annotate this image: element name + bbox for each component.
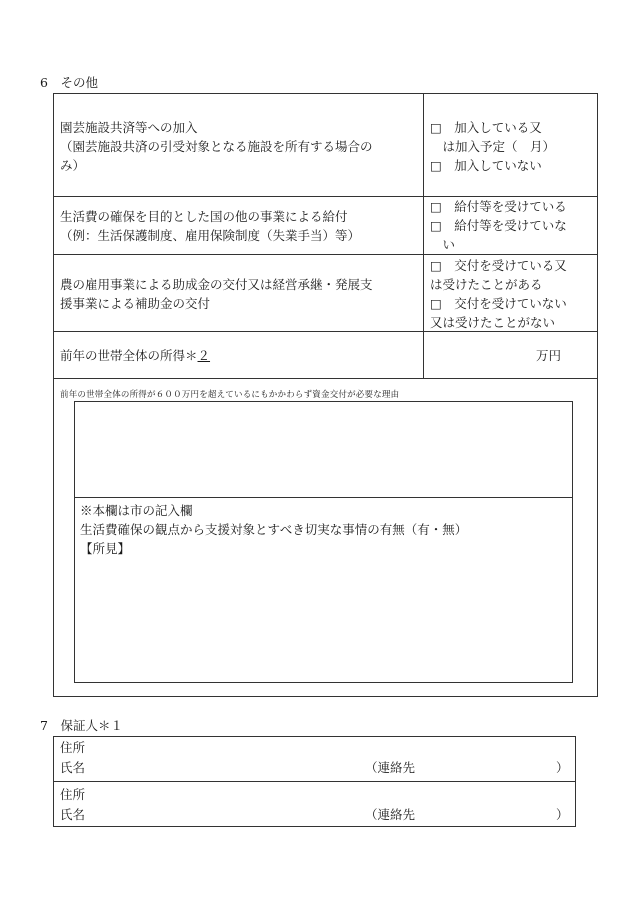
table-border-bottom — [53, 696, 598, 697]
row1-label — [60, 118, 420, 175]
row-divider-4 — [53, 378, 598, 379]
table-col-divider — [423, 93, 424, 379]
section7-title: 7 保証人＊１ — [40, 718, 123, 733]
row2-label-line: 生活費の確保を目的とした国の他の事業による給付 — [60, 209, 348, 224]
table-border-left — [53, 93, 54, 697]
row2-option-text: い — [430, 237, 456, 252]
row3-label-line: 農の雇用事業による助成金の交付又は経営承継・発展支 — [60, 277, 373, 292]
row1-checkbox-joined[interactable]: □ 加入している又 — [430, 120, 542, 135]
city-box-question: 生活費確保の観点から支援対象とすべき切実な事情の有無（有・無） — [80, 522, 468, 537]
row3-label-line: 援事業による補助金の交付 — [60, 296, 211, 311]
guarantor1-contact-close: ） — [556, 760, 569, 775]
row3-label — [60, 275, 420, 313]
row2-label-line: （例：生活保護制度、雇用保険制度（失業手当）等） — [60, 228, 361, 243]
row1-checkbox-not-joined[interactable]: □ 加入していない — [430, 158, 542, 173]
guarantor-table-bottom — [53, 826, 576, 827]
guarantor2-name-label: 氏名 — [60, 807, 86, 822]
row3-options[interactable] — [430, 256, 595, 332]
inner-box-bottom — [74, 682, 573, 683]
row2-checkbox-not-receiving[interactable]: □ 給付等を受けていな — [430, 218, 567, 233]
row3-checkbox-received[interactable]: □ 交付を受けている又 — [430, 258, 567, 273]
guarantor1-address-label: 住所 — [60, 740, 86, 755]
row2-options[interactable] — [430, 197, 595, 254]
city-box — [80, 501, 570, 558]
reason-textarea[interactable] — [76, 403, 571, 495]
row1-label-line: （園芸施設共済の引受対象となる施設を所有する場合の — [60, 139, 373, 154]
guarantor2-contact-close: ） — [556, 807, 569, 822]
row-divider-2 — [53, 254, 598, 255]
guarantor1-name-label: 氏名 — [60, 760, 86, 775]
income-label-wrap — [60, 346, 210, 365]
row1-label-line: 園芸施設共済等への加入 — [60, 120, 198, 135]
guarantor-table-divider — [53, 781, 576, 782]
table-border-right — [597, 93, 598, 697]
inner-box-top — [74, 401, 573, 402]
row3-option-text: は受けたことがある — [430, 277, 543, 292]
row2-label — [60, 207, 420, 245]
reason-label: 前年の世帯全体の所得が６００万円を超えているにもかかわらず資金交付が必要な理由 — [60, 390, 400, 400]
income-label: 前年の世帯全体の所得＊ — [60, 348, 198, 363]
row2-checkbox-receiving[interactable]: □ 給付等を受けている — [430, 199, 567, 214]
section6-title: 6 その他 — [40, 75, 98, 90]
income-note-ref: ２ — [197, 348, 211, 363]
row1-options[interactable] — [430, 118, 595, 175]
inner-box-divider — [74, 497, 573, 498]
city-box-note: ※本欄は市の記入欄 — [80, 503, 193, 518]
guarantor2-contact-label: （連絡先 — [365, 807, 416, 822]
guarantor2-address-label: 住所 — [60, 787, 86, 802]
income-unit: 万円 — [536, 348, 562, 363]
inner-box-right — [572, 401, 573, 683]
row1-option-text: は加入予定（ 月） — [430, 139, 556, 154]
row3-checkbox-not-received[interactable]: □ 交付を受けていない — [430, 296, 567, 311]
city-box-opinion-label: 【所見】 — [80, 541, 131, 556]
guarantor-table-top — [53, 736, 576, 737]
guarantor1-contact-label: （連絡先 — [365, 760, 416, 775]
row1-label-line: み） — [60, 158, 86, 173]
row3-option-text: 又は受けたことがない — [430, 315, 556, 330]
table-border-top — [53, 93, 598, 94]
income-input-area[interactable] — [430, 338, 530, 372]
inner-box-left — [74, 401, 75, 683]
